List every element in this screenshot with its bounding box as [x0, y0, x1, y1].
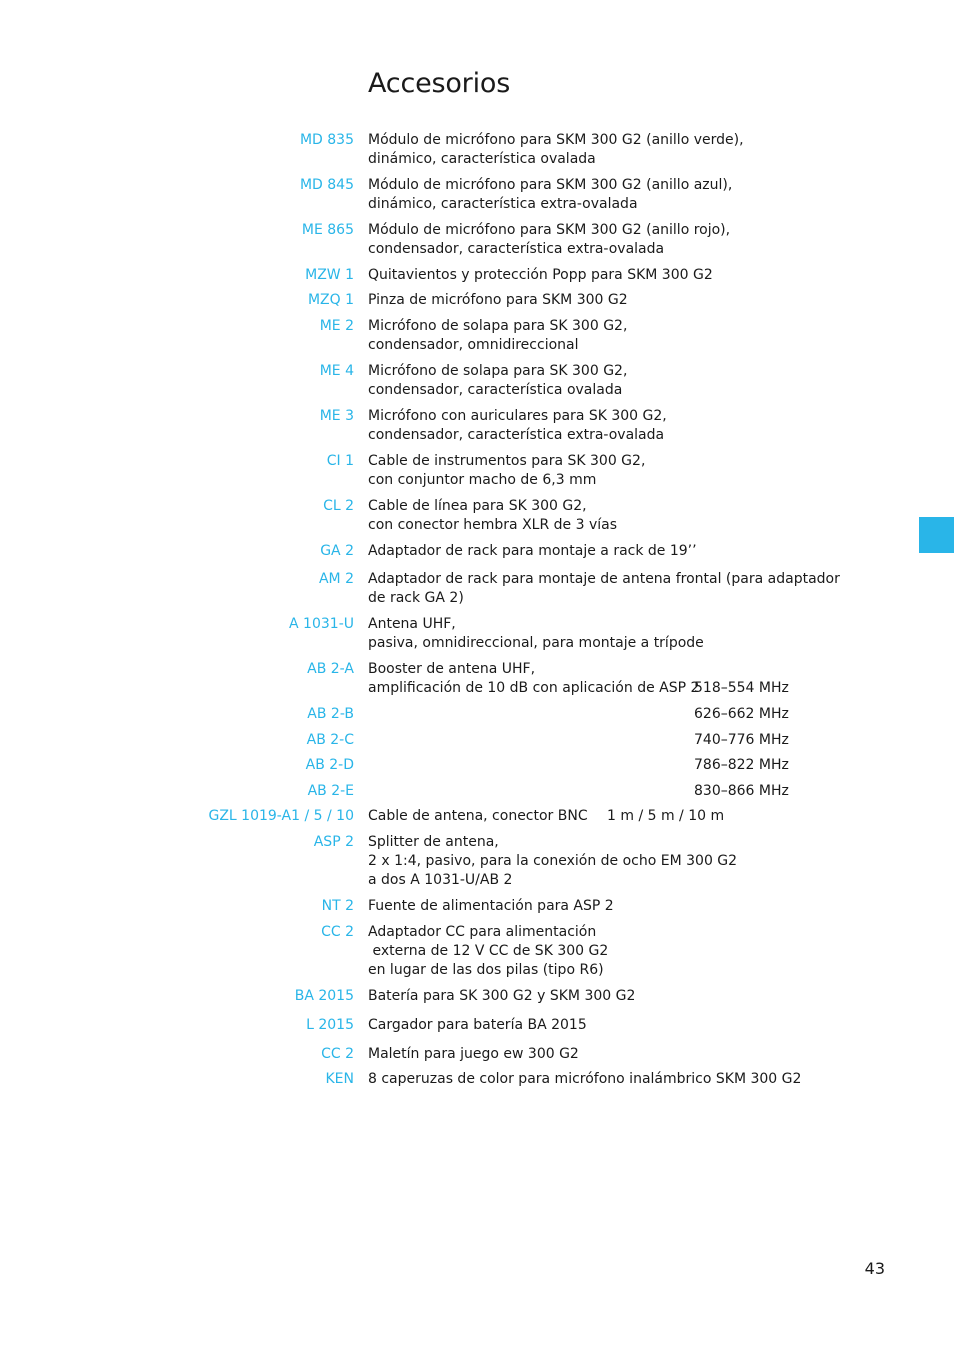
item-code: NT 2: [321, 898, 354, 914]
item-description: [368, 542, 697, 561]
frequency-range: 740–776 MHz: [694, 732, 789, 748]
item-code: L 2015: [306, 1017, 354, 1033]
item-description: [368, 897, 614, 916]
item-code: A 1031-U: [289, 616, 354, 632]
item-description: [368, 833, 737, 890]
page-number: 43: [864, 1259, 885, 1278]
item-code: GZL 1019-A1 / 5 / 10: [208, 808, 354, 824]
frequency-range: 786–822 MHz: [694, 757, 789, 773]
description-line: Adaptador de rack para montaje de antena frontal (para adaptador: [368, 571, 840, 587]
item-code: AB 2-D: [305, 757, 354, 773]
item-code: ME 2: [319, 318, 354, 334]
description-line: con conector hembra XLR de 3 vías: [368, 517, 618, 533]
item-description: [368, 407, 667, 445]
description-line: Quitavientos y protección Popp para SKM 300 G2: [368, 267, 713, 283]
item-code: AM 2: [318, 571, 354, 587]
description-line: Adaptador CC para alimentación: [368, 924, 597, 940]
description-line: Splitter de antena,: [368, 834, 499, 850]
description-line: Maletín para juego ew 300 G2: [368, 1046, 579, 1062]
item-description: [368, 131, 744, 169]
item-description: [368, 452, 645, 490]
item-code: CI 1: [326, 453, 354, 469]
section-tab-marker: [919, 517, 954, 553]
page-title: Accesorios: [368, 68, 511, 99]
item-description: [368, 660, 699, 698]
item-description: [368, 317, 627, 355]
description-line: Booster de antena UHF,: [368, 661, 536, 677]
item-description: [368, 987, 635, 1006]
item-description: [368, 497, 617, 535]
description-line: de rack GA 2): [368, 590, 464, 606]
description-line: Cargador para batería BA 2015: [368, 1017, 587, 1033]
item-code: MZW 1: [305, 267, 354, 283]
cable-lengths: 1 m / 5 m / 10 m: [607, 808, 725, 824]
description-line: Pinza de micrófono para SKM 300 G2: [368, 292, 628, 308]
item-code: ME 4: [319, 363, 354, 379]
item-code: BA 2015: [294, 988, 354, 1004]
description-line: Cable de antena, conector BNC: [368, 808, 588, 824]
description-line: dinámico, característica ovalada: [368, 151, 596, 167]
description-line: pasiva, omnidireccional, para montaje a trípode: [368, 635, 704, 651]
description-line: Micrófono de solapa para SK 300 G2,: [368, 318, 628, 334]
description-line: Módulo de micrófono para SKM 300 G2 (anillo azul),: [368, 177, 733, 193]
description-line: en lugar de las dos pilas (tipo R6): [368, 962, 604, 978]
item-code: GA 2: [320, 543, 354, 559]
item-code: CC 2: [321, 1046, 354, 1062]
description-line: Adaptador de rack para montaje a rack de 19’’: [368, 543, 697, 559]
item-description: [368, 570, 840, 608]
item-code: AB 2-C: [306, 732, 354, 748]
description-line: Cable de línea para SK 300 G2,: [368, 498, 587, 514]
item-description: [368, 176, 732, 214]
item-description: [368, 291, 628, 310]
description-line: externa de 12 V CC de SK 300 G2: [368, 943, 609, 959]
frequency-range: 830–866 MHz: [694, 783, 789, 799]
description-line: amplificación de 10 dB con aplicación de ASP 2: [368, 680, 700, 696]
description-line: Micrófono de solapa para SK 300 G2,: [368, 363, 628, 379]
item-code: ASP 2: [313, 834, 354, 850]
item-code: KEN: [325, 1071, 354, 1087]
item-description: [368, 923, 608, 980]
description-line: Módulo de micrófono para SKM 300 G2 (anillo rojo),: [368, 222, 731, 238]
description-line: Cable de instrumentos para SK 300 G2,: [368, 453, 646, 469]
frequency-range: 626–662 MHz: [694, 706, 789, 722]
item-code: CC 2: [321, 924, 354, 940]
item-code: CL 2: [323, 498, 354, 514]
item-code: AB 2-B: [307, 706, 354, 722]
item-description: [368, 266, 713, 285]
item-description: [368, 362, 627, 400]
item-description: [368, 615, 704, 653]
item-description: [368, 1016, 587, 1035]
description-line: Batería para SK 300 G2 y SKM 300 G2: [368, 988, 636, 1004]
item-description: [368, 221, 730, 259]
description-line: dinámico, característica extra-ovalada: [368, 196, 638, 212]
description-line: Fuente de alimentación para ASP 2: [368, 898, 614, 914]
item-description: [368, 807, 588, 826]
frequency-range: 518–554 MHz: [694, 680, 789, 696]
description-line: con conjuntor macho de 6,3 mm: [368, 472, 597, 488]
description-line: 8 caperuzas de color para micrófono inalámbrico SKM 300 G2: [368, 1071, 802, 1087]
description-line: Micrófono con auriculares para SK 300 G2,: [368, 408, 667, 424]
description-line: condensador, característica ovalada: [368, 382, 623, 398]
description-line: condensador, característica extra-ovalada: [368, 427, 665, 443]
item-code: AB 2-E: [307, 783, 354, 799]
item-description: [368, 1070, 801, 1089]
item-code: MZQ 1: [307, 292, 354, 308]
description-line: a dos A 1031-U/AB 2: [368, 872, 513, 888]
item-code: MD 845: [299, 177, 354, 193]
description-line: Antena UHF,: [368, 616, 456, 632]
description-line: Módulo de micrófono para SKM 300 G2 (anillo verde),: [368, 132, 744, 148]
item-code: ME 865: [301, 222, 354, 238]
item-description: [368, 1045, 579, 1064]
description-line: condensador, característica extra-ovalada: [368, 241, 665, 257]
item-code: AB 2-A: [307, 661, 354, 677]
item-code: ME 3: [319, 408, 354, 424]
item-code: MD 835: [299, 132, 354, 148]
description-line: condensador, omnidireccional: [368, 337, 579, 353]
description-line: 2 x 1:4, pasivo, para la conexión de ocho EM 300 G2: [368, 853, 738, 869]
